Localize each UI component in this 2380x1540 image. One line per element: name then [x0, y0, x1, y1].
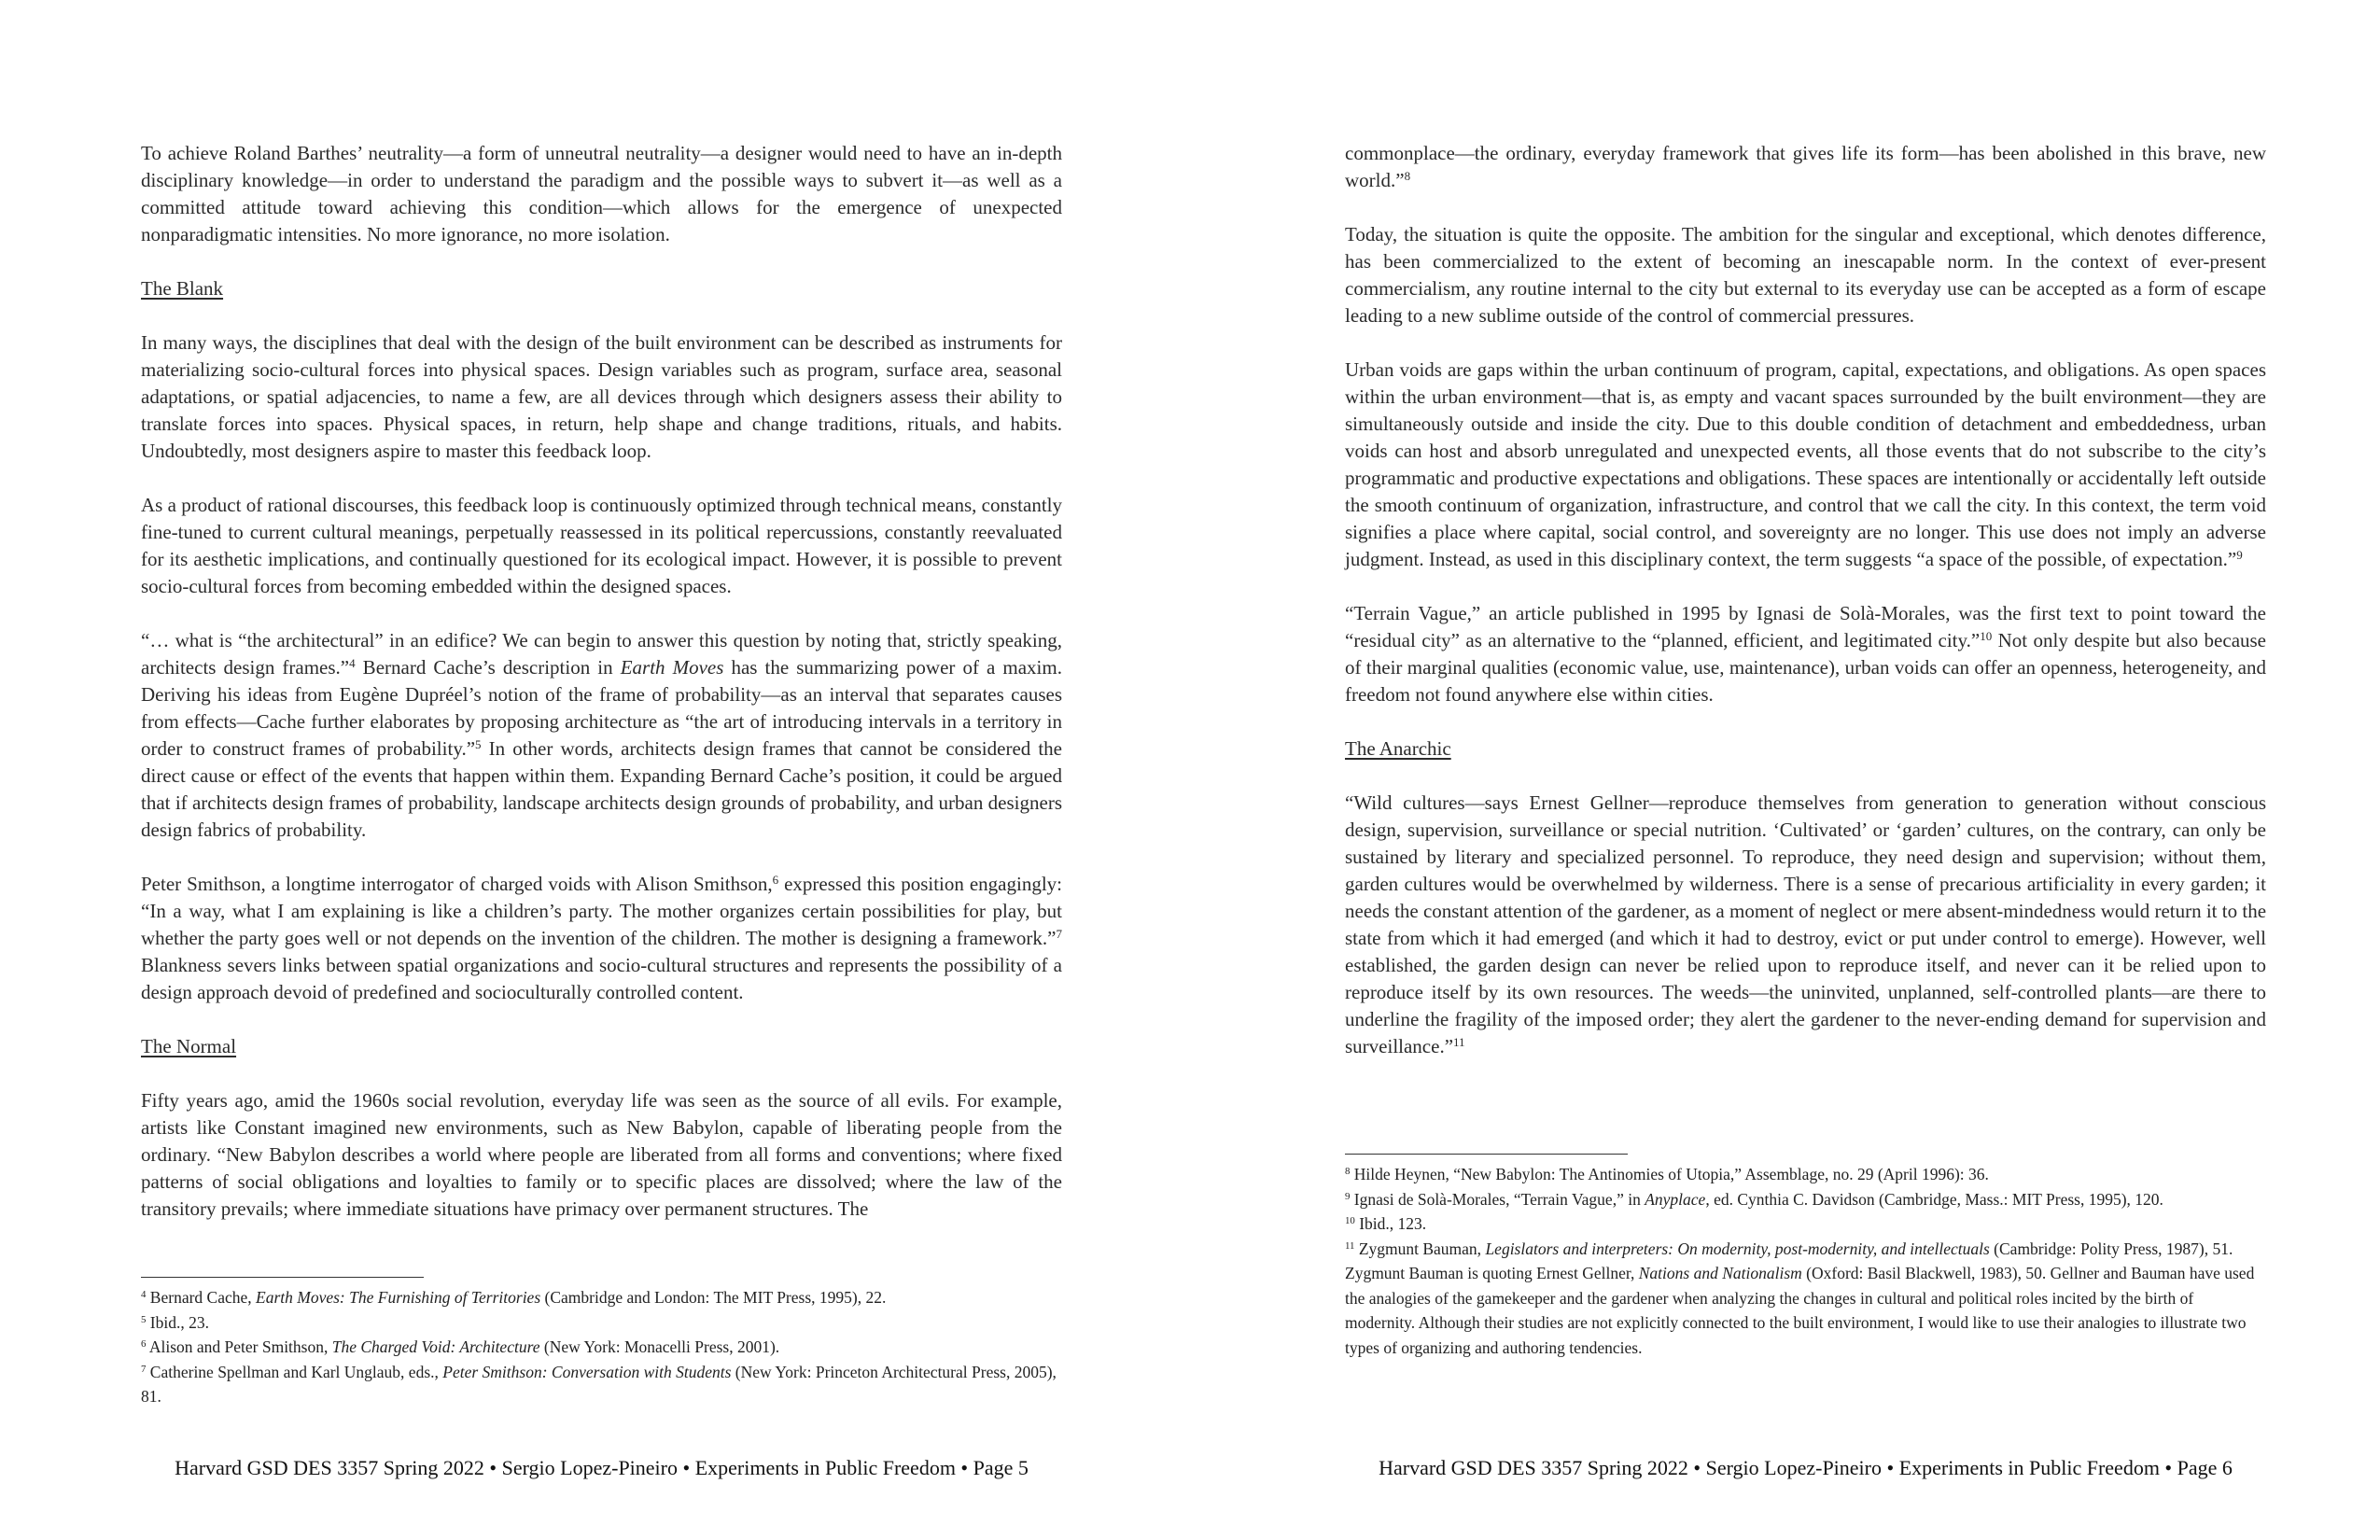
text-run: In many ways, the disciplines that deal with the design of the built environment can be described as instruments for materializing socio-cultural forces into physical spaces. Design variables such as program, surface area, seasonal adaptations, or spatial adjacencies, to name a few, are all devices through which designers assess their ability to translate forces into spaces. Physical spaces, in return, help shape and change traditions, rituals, and habits. Undoubtedly, most designers aspire to master this feedback loop. — [141, 331, 1062, 462]
text-run: (New York: Princeton Architectural Press, 2005), 81. — [141, 1362, 1057, 1406]
text-run: “… what is “the architectural” in an edifice? We can begin to answer this question by noting that, strictly speaking, architects design frames.” — [141, 629, 1062, 679]
text-run: Not only despite but also because of their marginal qualities (economic value, use, maintenance), urban voids can offer an openness, heterogeneity, and freedom not found anywhere else within cities. — [1345, 629, 2267, 706]
text-run: Blankness severs links between spatial organizations and socio-cultural structures and represents the possibility of a design approach devoid of predefined and socioculturally controlled content. — [141, 954, 1062, 1003]
footnote-ref: 7 — [141, 1363, 147, 1375]
text-run: To achieve Roland Barthes’ neutrality—a form of unneutral neutrality—a designer would need to have an in-depth disciplinary knowledge—in order to understand the paradigm and the possible ways to subvert it—as well as a committed attitude toward achieving this condition—which allows for the emergence of unexpected nonparadigmatic intensities. No more ignorance, no more isolation. — [141, 142, 1062, 245]
text-run: (Oxford: Basil Blackwell, 1983), 50. Gellner and Bauman have used the analogies of the gamekeeper and the gardener when analyzing the changes in cultural and political roles incited by the birth of modernity. Although their studies are not explicitly connected to the built environment, I would like to use their analogies to illustrate two types of organizing and authoring tendencies. — [1345, 1264, 2255, 1357]
text-run: Alison and Peter Smithson, — [146, 1337, 332, 1356]
footnote — [1345, 1162, 2266, 1187]
footnote-divider — [141, 1277, 424, 1278]
footnote — [1345, 1237, 2266, 1361]
text-run: Ibid., 23. — [146, 1312, 209, 1332]
paragraph — [1345, 790, 2266, 1060]
footnote-ref: 10 — [1980, 628, 1993, 643]
paragraph — [141, 140, 1062, 248]
italic-text: Anyplace — [1645, 1189, 1706, 1209]
footnote — [1345, 1211, 2266, 1237]
footnote-ref: 10 — [1345, 1215, 1355, 1227]
paragraph — [1345, 140, 2266, 194]
paragraph — [1345, 600, 2266, 708]
footnote-ref: 11 — [1453, 1034, 1465, 1049]
section-heading — [141, 1033, 1062, 1060]
footnote — [141, 1285, 1062, 1310]
text-run: Catherine Spellman and Karl Unglaub, eds., — [146, 1362, 443, 1381]
text-run: “Wild cultures—says Ernest Gellner—reproduce themselves from generation to generation without conscious design, supervision, surveillance or special nutrition. ‘Cultivated’ or ‘garden’ cultures, on the contrary, can only be sustained by literary and specialized personnel. To reproduce, they need design and supervision; without them, garden cultures would be overwhelmed by wilderness. There is a sense of precarious artificiality in every garden; it needs the constant attention of the gardener, as a moment of neglect or mere absent-mindedness would return it to the state from which it had emerged (and which it had to destroy, evict or put under control to emerge). However, well established, the garden design can never be relied upon to reproduce itself, and never can it be relied upon to reproduce itself by its own resources. The weeds—the uninvited, unplanned, self-controlled plants—are there to underline the fragility of the imposed order; they alert the gardener to the never-ending demand for supervision and surveillance.” — [1345, 791, 2267, 1057]
text-run: In other words, architects design frames that cannot be considered the direct cause or effect of the events that happen within them. Expanding Bernard Cache’s position, it could be argued that if architects design frames of probability, landscape architects design grounds of probability, and urban designers design fabrics of probability. — [141, 737, 1063, 841]
footnote — [1345, 1187, 2266, 1212]
page-body — [1345, 140, 2266, 1087]
italic-text: Earth Moves: The Furnishing of Territories — [256, 1288, 541, 1307]
text-run: Bernard Cache’s description in — [355, 656, 621, 679]
footnote-ref: 7 — [1056, 926, 1062, 941]
text-run: , ed. Cynthia C. Davidson (Cambridge, Mass.: MIT Press, 1995), 120. — [1705, 1189, 2163, 1209]
text-run: Zygmunt Bauman, — [1354, 1239, 1486, 1258]
italic-text: The Charged Void: Architecture — [331, 1337, 540, 1356]
text-run: expressed this position engagingly: “In a way, what I am explaining is like a children’s party. The mother organizes certain possibilities for play, but whether the party goes well or not depends on the invention of the children. The mother is designing a framework.” — [141, 873, 1062, 949]
text-run: (Cambridge and London: The MIT Press, 1995), 22. — [540, 1288, 887, 1307]
text-run: commonplace—the ordinary, everyday framework that gives life its form—has been abolished in this brave, new world.” — [1345, 142, 2266, 191]
paragraph — [141, 329, 1062, 465]
text-run: (New York: Monacelli Press, 2001). — [539, 1337, 780, 1356]
text-run: Urban voids are gaps within the urban continuum of program, capital, expectations, and obligations. As open spaces within the urban environment—that is, as empty and vacant spaces surrounded by the built environment—they are simultaneously outside and inside the city. Due to this double condition of detachment and embeddedness, urban voids can host and absorb unregulated and unexpected events, all those events that do not subscribe to the city’s programmatic and productive expectations and obligations. These spaces are intentionally or accidentally left outside the smooth continuum of organization, infrastructure, and control that we call the city. In this context, the term void signifies a place where capital, social control, and sovereignty are no longer. This use does not imply an adverse judgment. Instead, as used in this disciplinary context, the term suggests “a space of the possible, of expectation.” — [1345, 358, 2266, 570]
italic-text: Peter Smithson: Conversation with Students — [442, 1362, 732, 1381]
section-heading — [141, 275, 1062, 302]
page-6 — [1345, 0, 2266, 1540]
footnote-list — [1345, 1162, 2266, 1360]
text-run: Ibid., 123. — [1354, 1214, 1427, 1233]
italic-text: Legislators and interpreters: On modernity, post-modernity, and intellectuals — [1485, 1239, 1990, 1258]
footnotes — [1345, 1154, 2266, 1360]
footnote — [141, 1335, 1062, 1360]
footnote-ref: 9 — [2236, 547, 2243, 562]
text-run: (Cambridge: Polity Press, 1987), 51. Zygmunt Bauman is quoting Ernest Gellner, — [1345, 1239, 2233, 1282]
paragraph — [141, 871, 1062, 1006]
text-run: Peter Smithson, a longtime interrogator of charged voids with Alison Smithson, — [141, 873, 773, 895]
text-run: Bernard Cache, — [146, 1288, 257, 1307]
footnote-ref: 5 — [141, 1313, 147, 1325]
page-5 — [141, 0, 1062, 1540]
footnote-list — [141, 1285, 1062, 1409]
page-footer: Harvard GSD DES 3357 Spring 2022 • Sergio Lopez-Pineiro • Experiments in Public Freedom • Page 6 — [1379, 1456, 2233, 1479]
section-heading — [1345, 735, 2266, 763]
paragraph — [1345, 221, 2266, 329]
paragraph — [141, 492, 1062, 600]
text-run: Fifty years ago, amid the 1960s social revolution, everyday life was seen as the source of all evils. For example, artists like Constant imagined new environments, such as New Babylon, capable of liberating people from the ordinary. “New Babylon describes a world where people are liberated from all forms and conventions; where fixed patterns of social obligations and loyalties to family or to specific places are dissolved; where the law of the transitory prevails; where immediate situations have primacy over permanent structures. The — [141, 1089, 1062, 1220]
text-run: “Terrain Vague,” an article published in 1995 by Ignasi de Solà-Morales, was the first text to point toward the “residual city” as an alternative to the “planned, efficient, and legitimated city.” — [1345, 602, 2266, 651]
footnote — [141, 1310, 1062, 1336]
footnotes — [141, 1277, 1062, 1409]
footnote-ref: 5 — [475, 736, 482, 751]
footnote-ref: 8 — [1345, 1166, 1351, 1178]
text-run: The Blank — [141, 277, 224, 300]
text-run: Today, the situation is quite the opposite. The ambition for the singular and exceptional, which denotes difference, has been commercialized to the extent of becoming an inescapable norm. In the context of ever-present commercialism, any routine internal to the city but external to its everyday use can be accepted as a form of escape leading to a new sublime outside of the control of commercial pressures. — [1345, 223, 2266, 327]
footnote-ref: 6 — [772, 872, 779, 887]
text-run: As a product of rational discourses, this feedback loop is continuously optimized through technical means, constantly fine-tuned to current cultural meanings, perpetually reassessed in its political repercussions, constantly reevaluated for its aesthetic implications, and continually questioned for its ecological impact. However, it is possible to prevent socio-cultural forces from becoming embedded within the designed spaces. — [141, 494, 1062, 597]
footnote-ref: 4 — [349, 655, 356, 670]
footnote-ref: 9 — [1345, 1190, 1351, 1202]
paragraph — [141, 627, 1062, 844]
footnote-ref: 11 — [1345, 1239, 1355, 1252]
page-footer: Harvard GSD DES 3357 Spring 2022 • Sergio Lopez-Pineiro • Experiments in Public Freedom • Page 5 — [175, 1456, 1029, 1479]
footnote-ref: 4 — [141, 1289, 147, 1301]
italic-text: Earth Moves — [620, 656, 724, 679]
text-run: Hilde Heynen, “New Babylon: The Antinomies of Utopia,” Assemblage, no. 29 (April 1996): 36. — [1350, 1165, 1989, 1183]
text-run: The Normal — [141, 1035, 237, 1057]
text-run: has the summarizing power of a maxim. Deriving his ideas from Eugène Dupréel’s notion of the frame of probability—as an interval that separates causes from effects—Cache further elaborates by proposing architecture as “the art of introducing intervals in a territory in order to construct frames of probability.” — [141, 656, 1062, 760]
paragraph — [1345, 357, 2266, 573]
text-run: Ignasi de Solà-Morales, “Terrain Vague,” in — [1350, 1189, 1645, 1209]
footnote-ref: 8 — [1404, 168, 1411, 183]
page-body — [141, 140, 1062, 1250]
footnote — [141, 1360, 1062, 1409]
footnote-ref: 6 — [141, 1338, 147, 1351]
text-run: The Anarchic — [1345, 737, 1451, 760]
italic-text: Nations and Nationalism — [1638, 1264, 1802, 1282]
footnote-divider — [1345, 1154, 1628, 1155]
paragraph — [141, 1087, 1062, 1223]
